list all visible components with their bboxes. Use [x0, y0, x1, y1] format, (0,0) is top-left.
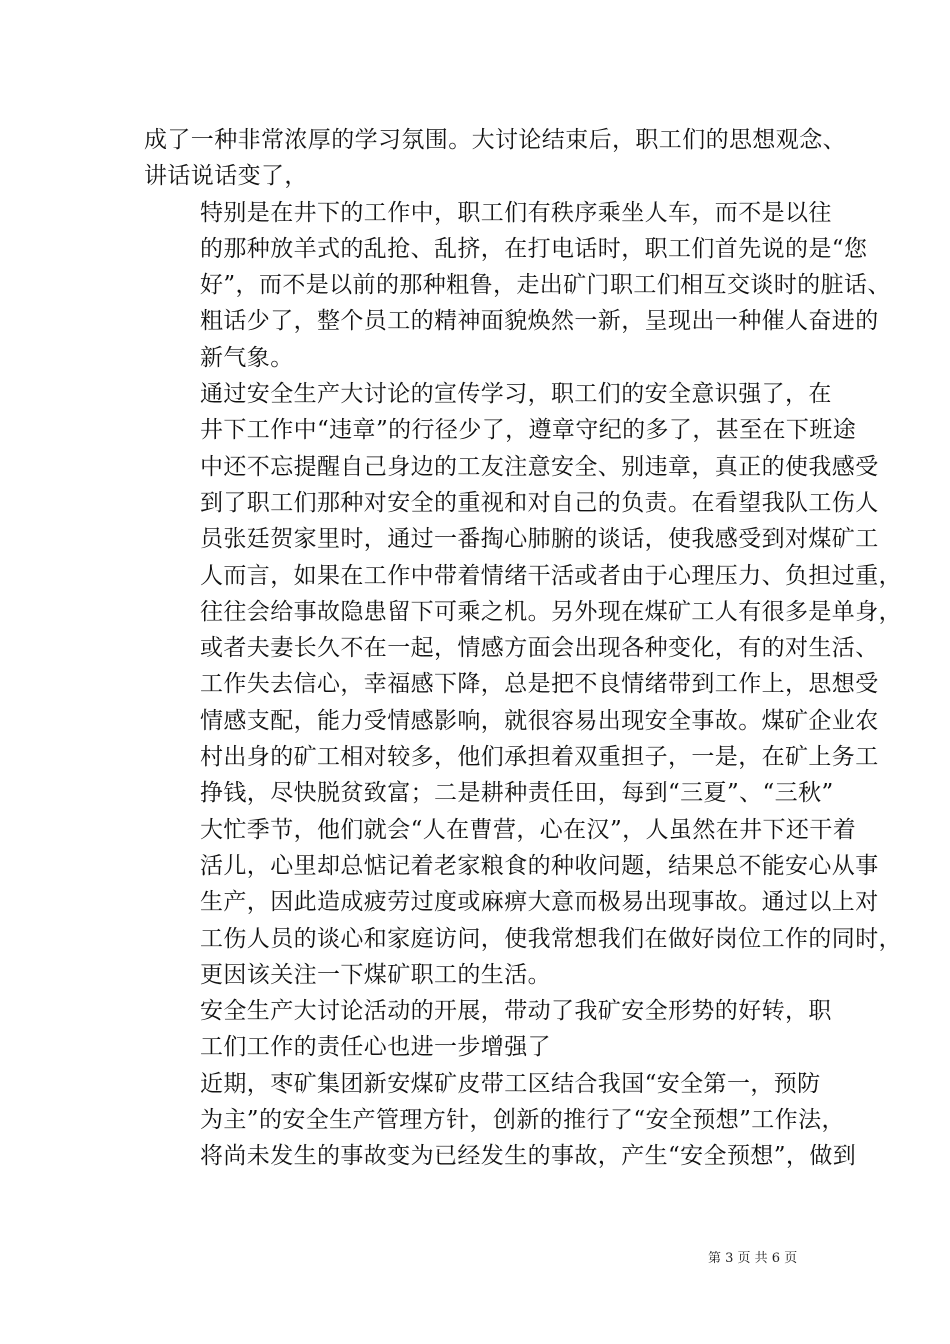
text-line: 或者夫妻长久不在一起，情感方面会出现各种变化，有的对生活、 [200, 635, 879, 662]
text-line: 近期，枣矿集团新安煤矿皮带工区结合我国“安全第一，预防 [200, 1070, 821, 1097]
text-line: 大忙季节，他们就会“人在曹营，心在汉”，人虽然在井下还干着 [200, 816, 857, 843]
text-line: 好”，而不是以前的那种粗鲁，走出矿门职工们相互交谈时的脏话、 [200, 272, 891, 299]
text-line: 中还不忘提醒自己身边的工友注意安全、别违章，真正的使我感受 [200, 453, 879, 480]
text-line: 活儿，心里却总惦记着老家粮食的种收问题，结果总不能安心从事 [200, 852, 879, 879]
text-line: 更因该关注一下煤矿职工的生活。 [200, 961, 551, 988]
text-line: 工作失去信心，幸福感下降，总是把不良情绪带到工作上，思想受 [200, 671, 879, 698]
page-number-footer: 第 3 页 共 6 页 [708, 1251, 798, 1266]
text-line: 讲话说话变了， [144, 163, 308, 190]
text-line: 的那种放羊式的乱抢、乱挤，在打电话时，职工们首先说的是“您 [200, 235, 868, 262]
paragraph-1 [144, 122, 846, 195]
text-line: 井下工作中“违章”的行径少了，遵章守纪的多了，甚至在下班途 [200, 417, 857, 444]
text-line: 工伤人员的谈心和家庭访问，使我常想我们在做好岗位工作的同时， [200, 925, 902, 952]
text-line: 成了一种非常浓厚的学习氛围。大讨论结束后，职工们的思想观念、 [144, 127, 846, 153]
text-line: 员张廷贺家里时，通过一番掏心肺腑的谈话，使我感受到对煤矿工 [200, 526, 879, 553]
text-line: 工们工作的责任心也进一步增强了 [200, 1034, 551, 1061]
text-line: 生产，因此造成疲劳过度或麻痹大意而极易出现事故。通过以上对 [200, 889, 879, 916]
paragraph-3 [144, 376, 902, 993]
text-line: 情感支配，能力受情感影响，就很容易出现安全事故。煤矿企业农 [200, 707, 879, 734]
text-line: 粗话少了，整个员工的精神面貌焕然一新，呈现出一种催人奋进的 [200, 308, 879, 335]
text-line: 村出身的矿工相对较多，他们承担着双重担子，一是，在矿上务工 [200, 744, 879, 771]
text-line: 特别是在井下的工作中，职工们有秩序乘坐人车，而不是以往 [200, 199, 832, 226]
document-body [144, 122, 902, 1175]
text-line: 安全生产大讨论活动的开展，带动了我矿安全形势的好转，职 [200, 998, 832, 1025]
text-line: 新气象。 [200, 344, 294, 371]
text-line: 挣钱，尽快脱贫致富；二是耕种责任田，每到“三夏”、“三秋” [200, 780, 834, 807]
paragraph-4 [144, 993, 832, 1066]
text-line: 往往会给事故隐患留下可乘之机。另外现在煤矿工人有很多是单身， [200, 598, 902, 625]
text-line: 人而言，如果在工作中带着情绪干活或者由于心理压力、负担过重， [200, 562, 902, 589]
paragraph-5 [144, 1066, 857, 1175]
paragraph-2 [144, 195, 891, 376]
text-line: 到了职工们那种对安全的重视和对自己的负责。在看望我队工伤人 [200, 489, 879, 516]
text-line: 通过安全生产大讨论的宣传学习，职工们的安全意识强了，在 [200, 381, 832, 408]
text-line: 将尚未发生的事故变为已经发生的事故，产生“安全预想”，做到 [200, 1143, 857, 1170]
text-line: 为主”的安全生产管理方针，创新的推行了“安全预想”工作法， [200, 1107, 845, 1134]
